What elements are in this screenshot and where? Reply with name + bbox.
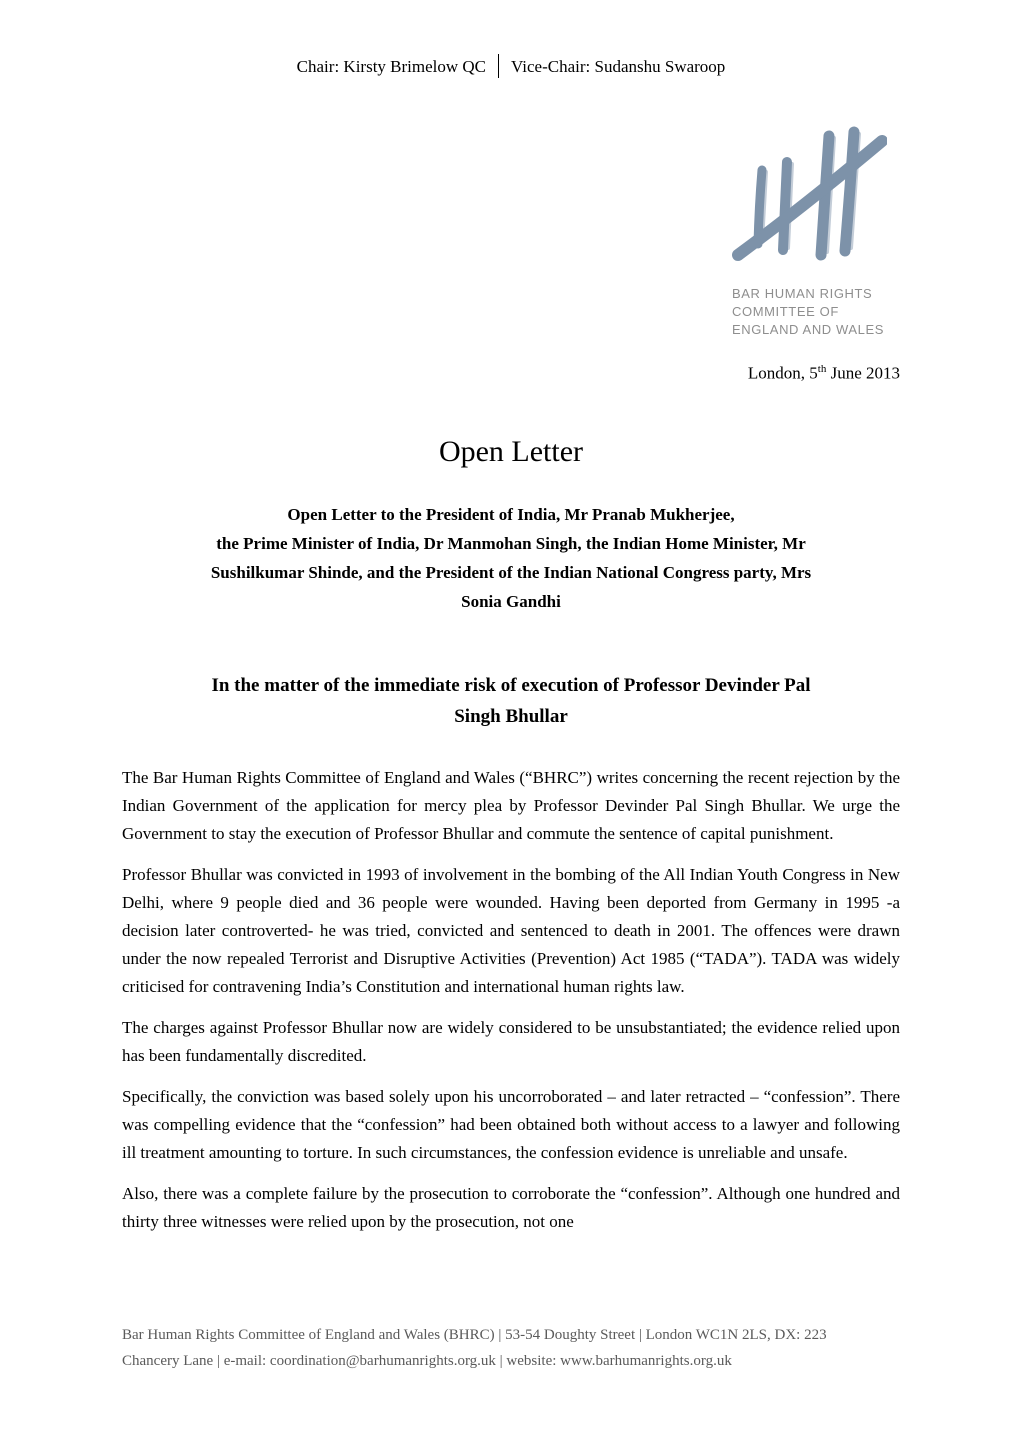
- addressees-line: the Prime Minister of India, Dr Manmohan Singh, the Indian Home Minister, Mr: [216, 533, 806, 553]
- page-title: Open Letter: [438, 434, 584, 468]
- body-paragraph: Professor Bhullar was convicted in 1993 of involvement in the bombing of the All Indian Youth Congress in New Delhi, where 9 people died and 36 people were wounded. Having been deported from Germany in 1995 -a decision later controverted- he was tried, convicted and sentenced to death in 2001. The offences were drawn under the now repealed Terrorist and Disruptive Activities (Prevention) Act 1985 (“TADA”). TADA was widely criticised for contravening India’s Constitution and international human rights law.: [122, 864, 900, 996]
- subject-line: In the matter of the immediate risk of execution of Professor Devinder Pal: [211, 674, 811, 696]
- dateline-ordinal: th: [817, 363, 827, 375]
- letter-body: [122, 764, 900, 1236]
- logo-wordmark-line: COMMITTEE OF: [732, 304, 839, 319]
- letterhead-divider: [498, 54, 499, 78]
- logo-wordmark-line: BAR HUMAN RIGHTS: [732, 286, 873, 301]
- subject-line: Singh Bhullar: [454, 705, 568, 727]
- footer-line: Chancery Lane | e-mail: coordination@barhumanrights.org.uk | website: www.barhumanrights.org.uk: [122, 1353, 732, 1369]
- vice-chair-label: Vice-Chair: Sudanshu Swaroop: [511, 57, 726, 76]
- dateline-city-day: London, 5: [747, 363, 818, 383]
- letterhead: [122, 0, 900, 78]
- subject-heading: [122, 670, 900, 732]
- logo-wordmark: [732, 285, 892, 339]
- dateline: [122, 363, 900, 384]
- addressees-line: Sonia Gandhi: [461, 591, 561, 611]
- chair-label: Chair: Kirsty Brimelow QC: [296, 57, 487, 76]
- addressees-line: Open Letter to the President of India, Mr Pranab Mukherjee,: [287, 504, 735, 524]
- dateline-month-year: June 2013: [826, 363, 900, 383]
- addressees-block: [122, 500, 900, 616]
- page-footer: [122, 1322, 900, 1374]
- addressees-line: Sushilkumar Shinde, and the President of the Indian National Congress party, Mrs: [210, 562, 812, 582]
- body-paragraph: The charges against Professor Bhullar now are widely considered to be unsubstantiated; the evidence relied upon has been fundamentally discredited.: [122, 1017, 900, 1065]
- body-paragraph: The Bar Human Rights Committee of England and Wales (“BHRC”) writes concerning the recent rejection by the Indian Government of the application for mercy plea by Professor Devinder Pal Singh Bhullar. We urge the Government to stay the execution of Professor Bhullar and commute the sentence of capital punishment.: [122, 767, 900, 843]
- footer-line: Bar Human Rights Committee of England and Wales (BHRC) | 53-54 Doughty Street | London WC1N 2LS, DX: 223: [122, 1327, 827, 1343]
- tally-marks-logo-icon: [732, 124, 887, 272]
- bhrc-logo-block: [732, 124, 892, 339]
- body-paragraph: Also, there was a complete failure by the prosecution to corroborate the “confession”. Although one hundred and thirty three witnesses were relied upon by the prosecution, not one: [122, 1183, 900, 1231]
- logo-wordmark-line: ENGLAND AND WALES: [732, 322, 885, 337]
- body-paragraph: Specifically, the conviction was based solely upon his uncorroborated – and later retracted – “confession”. There was compelling evidence that the “confession” had been obtained both without access to a lawyer and following ill treatment amounting to torture. In such circumstances, the confession evidence is unreliable and unsafe.: [122, 1086, 900, 1162]
- logo-row: [122, 124, 900, 339]
